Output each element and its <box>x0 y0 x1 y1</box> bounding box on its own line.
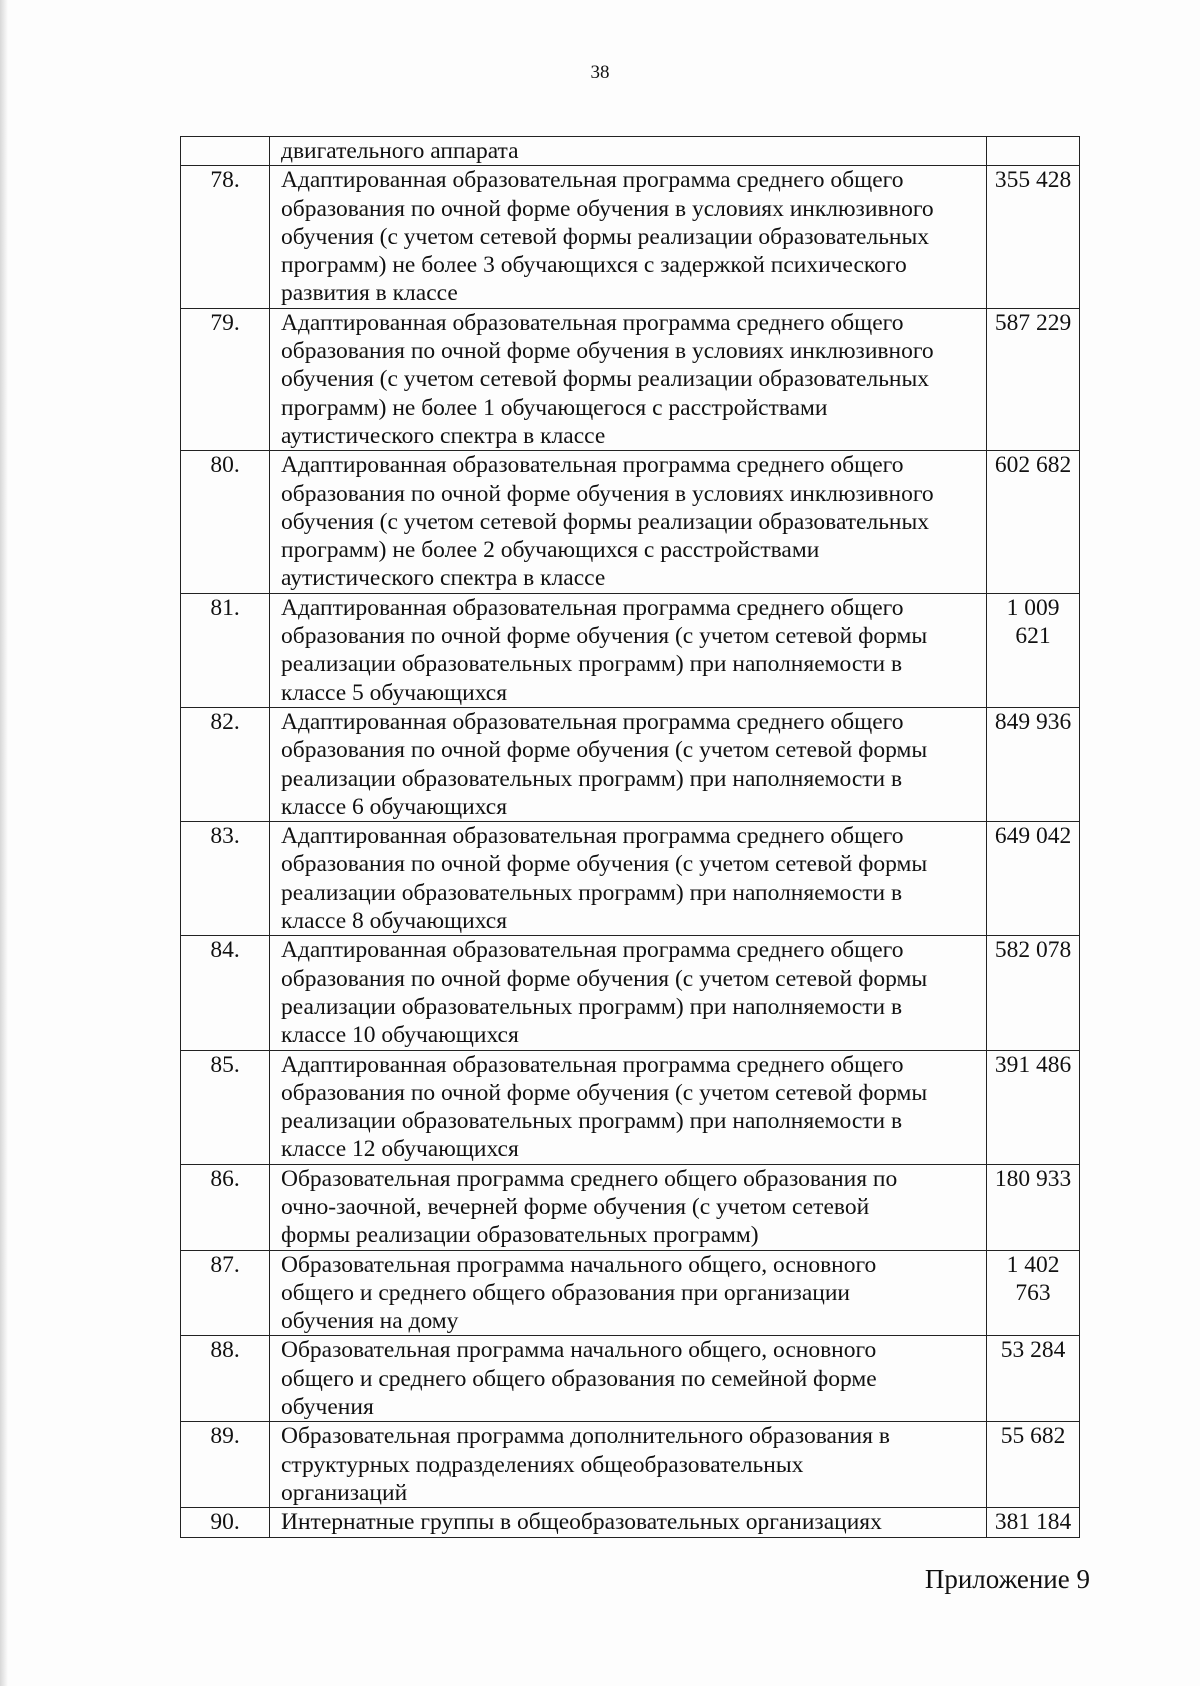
table-row <box>181 308 1080 450</box>
row-number: 83. <box>181 822 270 936</box>
description-line: структурных подразделениях общеобразовательных <box>281 1451 804 1478</box>
description-line: классе 12 обучающихся <box>281 1136 519 1163</box>
description-line: обучения на дому <box>281 1308 459 1335</box>
description-line: очно-заочной, вечерней форме обучения (с учетом сетевой <box>281 1193 870 1220</box>
description-line: реализации образовательных программ) при наполняемости в <box>281 1108 903 1135</box>
table-row <box>181 166 1080 308</box>
row-description <box>270 1336 987 1422</box>
description-line: образования по очной форме обучения (с учетом сетевой формы <box>281 851 928 878</box>
table-row <box>181 1508 1080 1537</box>
row-description <box>270 1164 987 1250</box>
description-line: обучения (с учетом сетевой формы реализации образовательных <box>281 508 930 535</box>
row-number: 84. <box>181 936 270 1050</box>
description-line: Образовательная программа среднего общего образования по <box>281 1165 898 1192</box>
row-value: 649 042 <box>987 822 1080 936</box>
table-row <box>181 137 1080 166</box>
description-line: образования по очной форме обучения (с учетом сетевой формы <box>281 623 928 650</box>
description-line: общего и среднего общего образования при организации <box>281 1279 850 1306</box>
table-row <box>181 1164 1080 1250</box>
row-description <box>270 166 987 308</box>
description-line: программ) не более 1 обучающегося с расстройствами <box>281 394 828 421</box>
description-line: Адаптированная образовательная программа среднего общего <box>281 937 904 964</box>
description-line: Интернатные группы в общеобразовательных организациях <box>281 1509 882 1536</box>
table-row <box>181 593 1080 707</box>
row-value: 1 402 763 <box>987 1250 1080 1336</box>
description-line: аутистического спектра в классе <box>281 565 606 592</box>
description-line: Образовательная программа начального общего, основного <box>281 1251 877 1278</box>
description-line: реализации образовательных программ) при наполняемости в <box>281 879 903 906</box>
description-line: Адаптированная образовательная программа среднего общего <box>281 594 904 621</box>
row-value: 849 936 <box>987 707 1080 821</box>
description-line: развития в классе <box>281 280 458 307</box>
tariff-table <box>180 136 1080 1538</box>
row-number: 85. <box>181 1050 270 1164</box>
description-line: Адаптированная образовательная программа среднего общего <box>281 823 904 850</box>
table-row <box>181 451 1080 593</box>
description-line: Адаптированная образовательная программа среднего общего <box>281 167 904 194</box>
table-row <box>181 822 1080 936</box>
description-line: Адаптированная образовательная программа среднего общего <box>281 452 904 479</box>
description-line: реализации образовательных программ) при наполняемости в <box>281 765 903 792</box>
description-line: Образовательная программа начального общего, основного <box>281 1337 877 1364</box>
description-line: Адаптированная образовательная программа среднего общего <box>281 708 904 735</box>
row-number: 87. <box>181 1250 270 1336</box>
row-description <box>270 1508 987 1537</box>
description-line: программ) не более 3 обучающихся с задержкой психического <box>281 252 907 279</box>
description-line: классе 8 обучающихся <box>281 908 508 935</box>
description-line: реализации образовательных программ) при наполняемости в <box>281 651 903 678</box>
table-row <box>181 707 1080 821</box>
description-line: образования по очной форме обучения в условиях инклюзивного <box>281 338 934 365</box>
row-value: 381 184 <box>987 1508 1080 1537</box>
row-number: 82. <box>181 707 270 821</box>
row-number: 79. <box>181 308 270 450</box>
row-description <box>270 822 987 936</box>
row-value: 355 428 <box>987 166 1080 308</box>
row-number <box>181 137 270 166</box>
description-line: классе 10 обучающихся <box>281 1022 519 1049</box>
row-description <box>270 1050 987 1164</box>
row-number: 90. <box>181 1508 270 1537</box>
row-description <box>270 1250 987 1336</box>
description-line: реализации образовательных программ) при наполняемости в <box>281 993 903 1020</box>
row-description <box>270 137 987 166</box>
row-description <box>270 936 987 1050</box>
row-value <box>987 137 1080 166</box>
description-line: организаций <box>281 1479 408 1506</box>
description-line: образования по очной форме обучения в условиях инклюзивного <box>281 480 934 507</box>
description-line: программ) не более 2 обучающихся с расстройствами <box>281 537 820 564</box>
description-line: классе 5 обучающихся <box>281 679 508 706</box>
description-line: Образовательная программа дополнительного образования в <box>281 1423 890 1450</box>
table-row <box>181 1422 1080 1508</box>
description-line: обучения <box>281 1394 374 1421</box>
row-number: 89. <box>181 1422 270 1508</box>
table-row <box>181 1050 1080 1164</box>
row-number: 88. <box>181 1336 270 1422</box>
row-description <box>270 308 987 450</box>
row-description <box>270 1422 987 1508</box>
description-line: обучения (с учетом сетевой формы реализации образовательных <box>281 366 930 393</box>
description-line: формы реализации образовательных программ) <box>281 1222 759 1249</box>
row-description <box>270 593 987 707</box>
table-body <box>181 137 1080 1538</box>
description-line: образования по очной форме обучения (с учетом сетевой формы <box>281 1079 928 1106</box>
row-value: 587 229 <box>987 308 1080 450</box>
row-value: 55 682 <box>987 1422 1080 1508</box>
row-number: 86. <box>181 1164 270 1250</box>
description-line: образования по очной форме обучения (с учетом сетевой формы <box>281 737 928 764</box>
appendix-label: Приложение 9 <box>924 1564 1090 1594</box>
row-value: 602 682 <box>987 451 1080 593</box>
description-line: обучения (с учетом сетевой формы реализации образовательных <box>281 223 930 250</box>
description-line: Адаптированная образовательная программа среднего общего <box>281 1051 904 1078</box>
row-value: 582 078 <box>987 936 1080 1050</box>
row-value: 391 486 <box>987 1050 1080 1164</box>
row-number: 78. <box>181 166 270 308</box>
table-row <box>181 936 1080 1050</box>
description-line: образования по очной форме обучения (с учетом сетевой формы <box>281 965 928 992</box>
table-row <box>181 1250 1080 1336</box>
row-number: 80. <box>181 451 270 593</box>
description-line: классе 6 обучающихся <box>281 793 508 820</box>
description-line: Адаптированная образовательная программа среднего общего <box>281 309 904 336</box>
description-line: образования по очной форме обучения в условиях инклюзивного <box>281 195 934 222</box>
description-line: двигательного аппарата <box>281 138 519 164</box>
row-description <box>270 451 987 593</box>
row-description <box>270 707 987 821</box>
description-line: аутистического спектра в классе <box>281 422 606 449</box>
row-number: 81. <box>181 593 270 707</box>
scan-edge-shadow <box>0 0 8 1686</box>
description-line: общего и среднего общего образования по семейной форме <box>281 1365 877 1392</box>
row-value: 180 933 <box>987 1164 1080 1250</box>
table-row <box>181 1336 1080 1422</box>
page-number: 38 <box>590 62 610 83</box>
row-value: 53 284 <box>987 1336 1080 1422</box>
row-value: 1 009 621 <box>987 593 1080 707</box>
